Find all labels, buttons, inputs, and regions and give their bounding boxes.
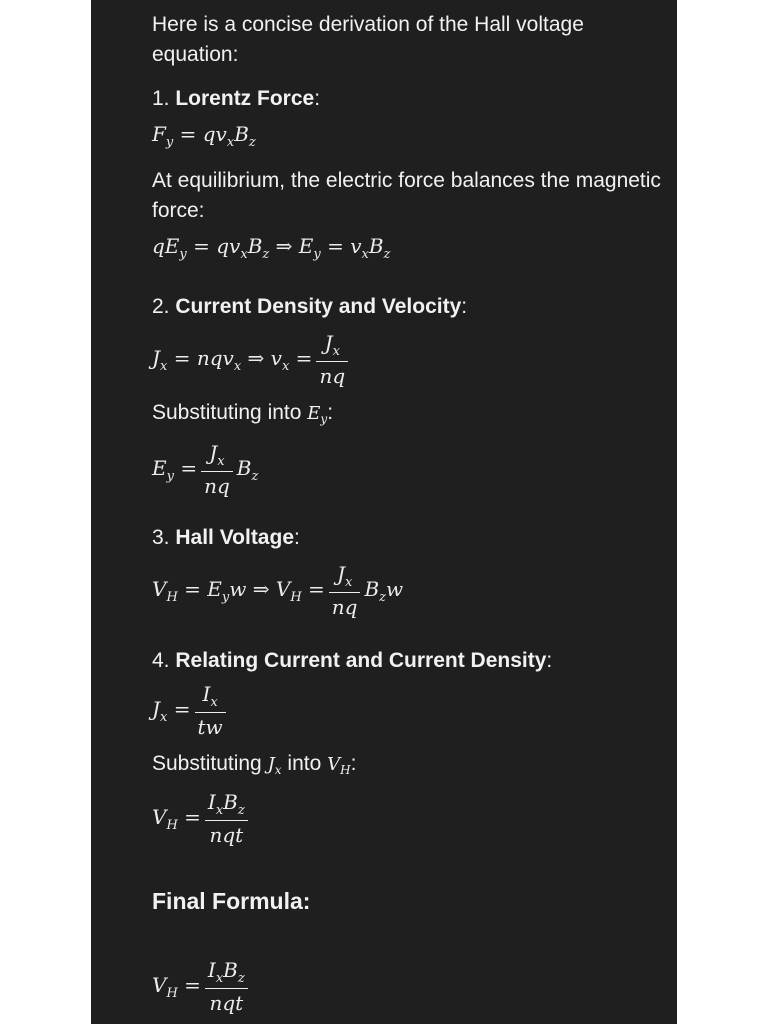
inline-math-jx: $J_x$ [267, 754, 282, 777]
step-number: 3. [152, 526, 170, 549]
inline-math-vh: $V_H$ [327, 754, 351, 777]
step-title: Hall Voltage [175, 526, 294, 549]
equation-vh-substituted: $V_H$ = $\frac{I_xB_z}{\text{nqt}}$ [152, 790, 252, 847]
step-title: Lorentz Force [175, 87, 315, 110]
substituting-label: Substituting into [152, 401, 308, 424]
step-colon: : [294, 526, 300, 549]
step-colon: : [461, 295, 468, 318]
substituting-label: Substituting [152, 752, 268, 775]
intro-text: Here is a concise derivation of the Hall voltage equation: [152, 13, 584, 66]
equation-jx-current: $J_x$ = $\frac{I_x}{tw}$ [152, 682, 230, 739]
chat-response-panel [91, 0, 677, 1024]
final-formula-heading: Final Formula: [152, 888, 311, 914]
equilibrium-text: At equilibrium, the electric force balances the magnetic force: [152, 169, 661, 222]
equation-lorentz-force: $F_y = qv_xB_z$ [152, 122, 256, 150]
step-number: 2. [152, 295, 170, 318]
equation-final-formula: $V_H$ = $\frac{I_xB_z}{\text{nqt}}$ [152, 958, 252, 1015]
equation-current-density: $J_x = nqv_x$ ⇒ $v_x$ = $\frac{J_x}{nq}$ [152, 331, 352, 388]
substituting-jx-text [152, 749, 356, 785]
step-title: Relating Current and Current Density [175, 649, 547, 672]
step-colon: : [314, 87, 321, 110]
inline-math-ey: $E_y$ [307, 403, 328, 426]
into-label: into [281, 752, 328, 775]
equation-equilibrium: $qE_y = qv_xB_z$ ⇒ $E_y = v_xB_z$ [152, 234, 391, 262]
colon: : [350, 752, 357, 775]
equation-hall-voltage: $V_H = E_yw$ ⇒ $V_H$ = $\frac{J_x}{nq}$ $B_zw$ [152, 562, 404, 619]
step-colon: : [546, 649, 553, 672]
colon: : [327, 401, 334, 424]
step-3-heading [152, 523, 300, 553]
equation-ey-substituted: $E_y$ = $\frac{J_x}{nq}$ $B_z$ [152, 441, 259, 498]
step-number: 4. [152, 649, 170, 672]
step-title: Current Density and Velocity [175, 295, 462, 318]
step-1-heading [152, 84, 320, 114]
step-number: 1. [152, 87, 170, 110]
substituting-ey-text [152, 398, 333, 434]
step-2-heading [152, 292, 467, 322]
step-4-heading [152, 646, 552, 676]
